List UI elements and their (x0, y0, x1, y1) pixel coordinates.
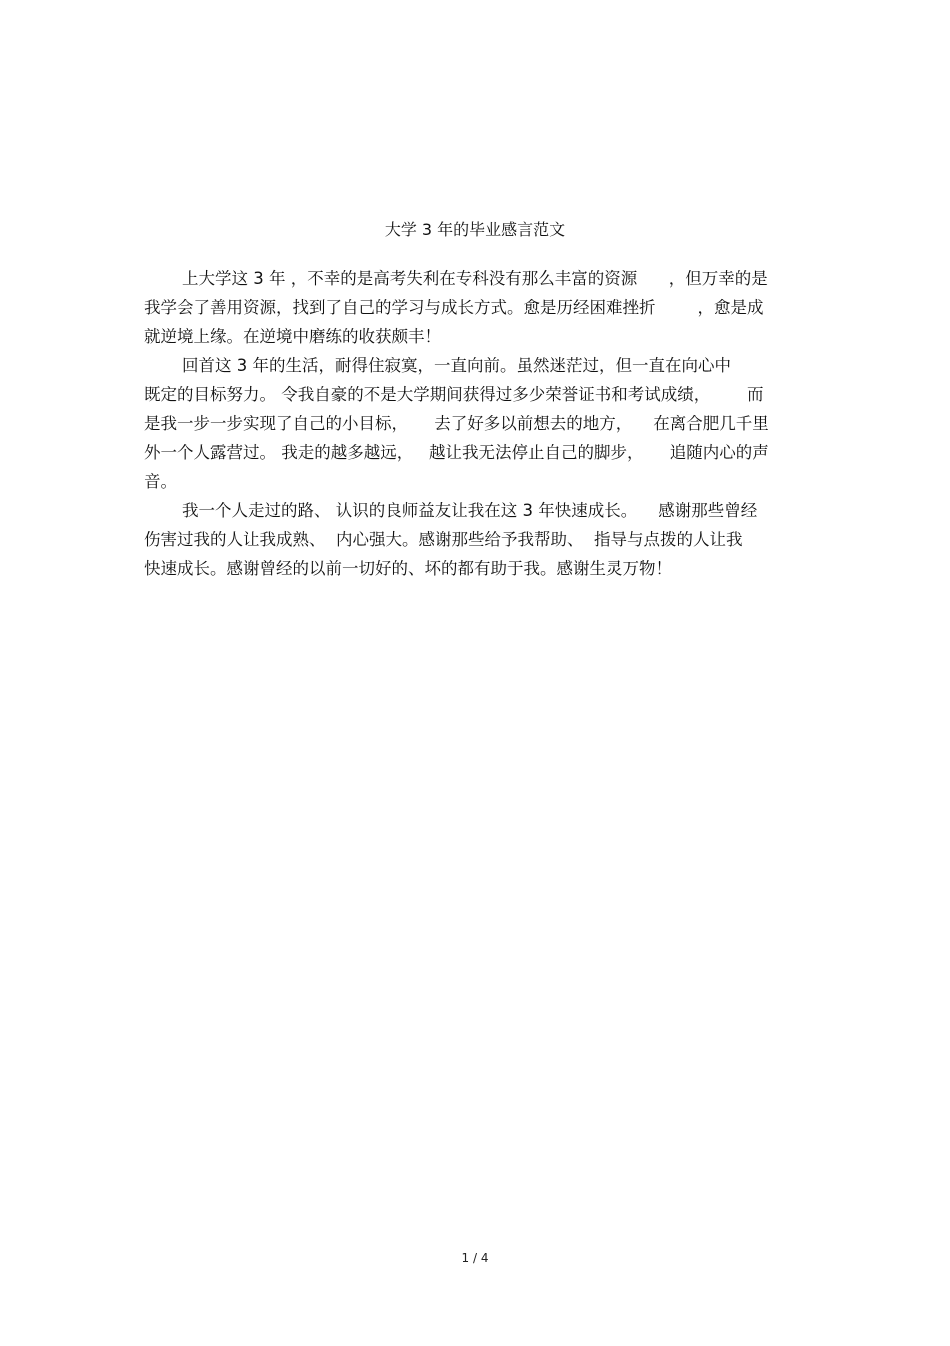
paragraph-line: 音。 (144, 472, 177, 491)
document-body (144, 264, 814, 583)
paragraph-line: 是我一步一步实现了自己的小目标， 去了好多以前想去的地方， 在离合肥几千里 (144, 414, 769, 433)
paragraph-3 (144, 496, 814, 583)
paragraph-line: 外一个人露营过。 我走的越多越远， 越让我无法停止自己的脚步， 追随内心的声 (144, 443, 769, 462)
paragraph-line: 回首这 3 年的生活，耐得住寂寞，一直向前。虽然迷茫过，但一直在向心中 (182, 356, 731, 375)
paragraph-line: 上大学这 3 年 ，不幸的是高考失利在专科没有那么丰富的资源 ，但万幸的是 (182, 269, 768, 288)
paragraph-line: 快速成长。感谢曾经的以前一切好的、坏的都有助于我。感谢生灵万物！ (144, 559, 672, 578)
paragraph-1 (144, 264, 814, 351)
paragraph-line: 既定的目标努力。 令我自豪的不是大学期间获得过多少荣誉证书和考试成绩， 而 (144, 385, 764, 404)
paragraph-line: 就逆境上缘。在逆境中磨练的收获颇丰！ (144, 327, 441, 346)
paragraph-line: 我一个人走过的路、 认识的良师益友让我在这 3 年快速成长。 感谢那些曾经 (182, 501, 758, 520)
paragraph-line: 我学会了善用资源，找到了自己的学习与成长方式。愈是历经困难挫折 ，愈是成 (144, 298, 764, 317)
paragraph-line: 伤害过我的人让我成熟、 内心强大。感谢那些给予我帮助、 指导与点拨的人让我 (144, 530, 743, 549)
document-title: 大学 3 年的毕业感言范文 (384, 220, 566, 239)
page-number: 1 / 4 (461, 1251, 489, 1265)
paragraph-2 (144, 351, 814, 496)
